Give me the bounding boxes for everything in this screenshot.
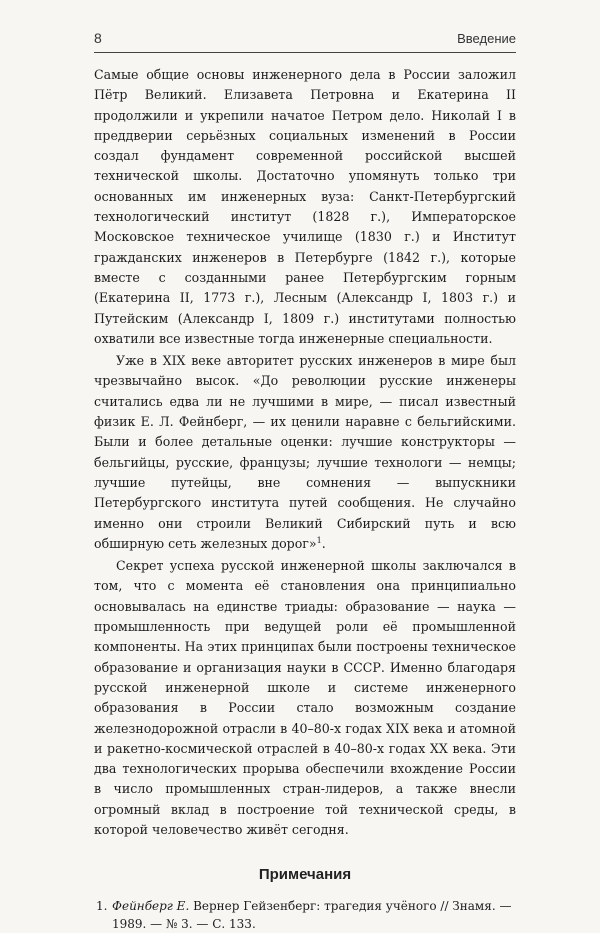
paragraph-text: Уже в XIX веке авторитет русских инженеров в мире был чрезвычайно высок. «До революции русские инженеры считались едва ли не лучшими в мире, — писал известный физик Е. Л. Фейнберг, — их ценили наравне с бельгийскими. Были и более детальные оценки: лучшие конструкторы — бельгийцы, русские, французы; лучшие технологи — немцы; лучшие путейцы, вне сомнения — выпускники Петербургского института путей сообщения. Не случайно именно они строили Великий Сибирский путь и всю обширную сеть железных дорог» [94, 353, 516, 551]
note-text: Вернер Гейзенберг: трагедия учёного // Знамя. — 1989. — № 3. — С. 133. [112, 899, 512, 932]
note-item [96, 897, 516, 933]
paragraph: Секрет успеха русской инженерной школы заключался в том, что с момента её становления она принципиально основывалась на единстве триады: образование — наука — промышленность при ведущей роли её промышленной компоненты. На этих принципах были построены техническое образование и организация науки в СССР. Именно благодаря русской инженерной школе и системе инженерного образования в России стало возможным создание железнодорожной отрасли в 40–80-х годах XIX века и атомной и ракетно-космической отраслей в 40–80-х годах XX века. Эти два технологических прорыва обеспечили вхождение России в число промышленных стран-лидеров, а также внесли огромный вклад в построение той технической среды, в которой человечество живёт сегодня. [94, 558, 516, 837]
notes-list [94, 897, 516, 933]
note-number: 1. [96, 899, 108, 914]
page-number: 8 [94, 30, 102, 46]
footnote-marker[interactable]: 1 [316, 535, 322, 545]
main-text [94, 65, 516, 840]
section-title: Введение [457, 31, 516, 46]
notes-heading: Примечания [258, 866, 352, 884]
note-author: Фейнберг Е. [112, 899, 190, 914]
paragraph: Уже в XIX веке авторитет русских инженеров в мире был чрезвычайно высок. «До революции русские инженеры считались едва ли не лучшими в мире, — писал известный физик Е. Л. Фейнберг, — их ценили наравне с бельгийскими. Были и более детальные оценки: лучшие конструкторы — бельгийцы, русские, французы; лучшие технологи — немцы; лучшие путейцы, вне сомнения — выпускники Петербургского института путей сообщения. Не случайно именно они строили Великий Сибирский путь и всю обширную сеть железных дорог»$^1$. [94, 353, 516, 551]
paragraph: Самые общие основы инженерного дела в России заложил Пётр Великий. Елизавета Петровна и Екатерина II продолжили и укрепили начатое Петром дело. Николай I в преддверии серьёзных социальных изменений в России создал фундамент современной российской высшей технической школы. Достаточно упомянуть только три основанных им инженерных вуза: Санкт-Петербургский технологический институт (1828 г.), Императорское Московское техническое училище (1830 г.) и Институт гражданских инженеров в Петербурге (1842 г.), которые вместе с созданными ранее Петербургским горным (Екатерина II, 1773 г.), Лесным (Александр I, 1803 г.) и Путейским (Александр I, 1809 г.) институтами полностью охватили все известные тогда инженерные специальности. [94, 67, 516, 346]
running-header [94, 0, 516, 53]
